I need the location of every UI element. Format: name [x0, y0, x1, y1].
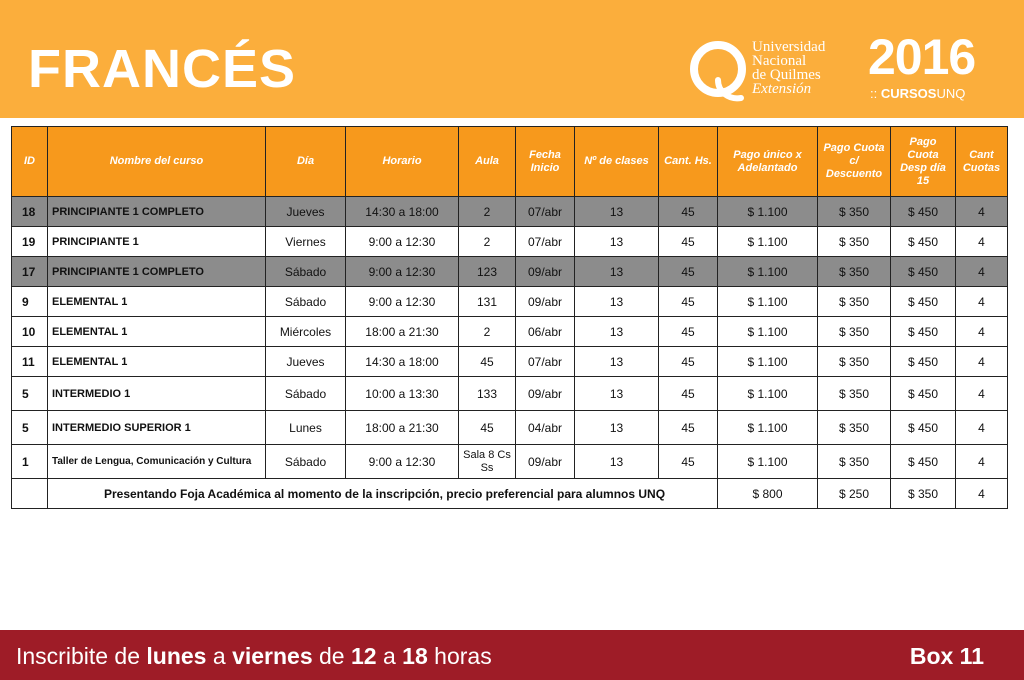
cell-id: 1 [12, 445, 48, 479]
cell-id: 5 [12, 411, 48, 445]
table-row [12, 257, 1008, 287]
cursos-bold: CURSOS [880, 86, 937, 101]
cell-name: PRINCIPIANTE 1 COMPLETO [48, 197, 266, 227]
cell-room: 2 [459, 197, 516, 227]
cell-id: 19 [12, 227, 48, 257]
cell-classes: 13 [575, 317, 659, 347]
col-hours: Cant. Hs. [659, 127, 718, 197]
cell-room: 131 [459, 287, 516, 317]
box-label: Box 11 [909, 643, 984, 669]
cell-room: 2 [459, 227, 516, 257]
cell-single: $ 1.100 [718, 317, 818, 347]
cell-room: 133 [459, 377, 516, 411]
cell-single: $ 1.100 [718, 445, 818, 479]
table-row [12, 411, 1008, 445]
cell-installments: 4 [956, 227, 1008, 257]
cell-time: 9:00 a 12:30 [346, 227, 459, 257]
cell-after15: $ 450 [891, 227, 956, 257]
cell-discount: $ 350 [818, 445, 891, 479]
table-row [12, 287, 1008, 317]
col-day: Día [266, 127, 346, 197]
cell-start: 04/abr [516, 411, 575, 445]
cell-name: PRINCIPIANTE 1 COMPLETO [48, 257, 266, 287]
cell-single: $ 1.100 [718, 197, 818, 227]
note-after15: $ 350 [891, 479, 956, 509]
cell-day: Lunes [266, 411, 346, 445]
cell-classes: 13 [575, 287, 659, 317]
cell-single: $ 1.100 [718, 347, 818, 377]
col-start: Fecha Inicio [516, 127, 575, 197]
cell-day: Sábado [266, 377, 346, 411]
cell-time: 10:00 a 13:30 [346, 377, 459, 411]
table-row [12, 197, 1008, 227]
cell-installments: 4 [956, 411, 1008, 445]
cell-classes: 13 [575, 411, 659, 445]
cell-installments: 4 [956, 287, 1008, 317]
page-title: FRANCÉS [28, 39, 297, 99]
cell-room: 123 [459, 257, 516, 287]
cell-id: 17 [12, 257, 48, 287]
cell-installments: 4 [956, 445, 1008, 479]
table-row [12, 317, 1008, 347]
col-single-payment: Pago único x Adelantado [718, 127, 818, 197]
table-row [12, 227, 1008, 257]
unq-logo-icon [689, 40, 747, 104]
cell-hours: 45 [659, 317, 718, 347]
footer-b2: viernes [232, 643, 313, 669]
cell-id: 5 [12, 377, 48, 411]
cell-start: 09/abr [516, 287, 575, 317]
cell-classes: 13 [575, 445, 659, 479]
note-installments: 4 [956, 479, 1008, 509]
cell-day: Viernes [266, 227, 346, 257]
cell-discount: $ 350 [818, 377, 891, 411]
cell-installments: 4 [956, 317, 1008, 347]
cell-hours: 45 [659, 411, 718, 445]
cell-start: 06/abr [516, 317, 575, 347]
cell-time: 14:30 a 18:00 [346, 347, 459, 377]
cell-time: 18:00 a 21:30 [346, 317, 459, 347]
cell-room: 45 [459, 411, 516, 445]
footer-b1: lunes [146, 643, 207, 669]
cell-start: 09/abr [516, 445, 575, 479]
cell-discount: $ 350 [818, 411, 891, 445]
cell-time: 18:00 a 21:30 [346, 411, 459, 445]
cell-day: Miércoles [266, 317, 346, 347]
col-id: ID [12, 127, 48, 197]
preferential-price-row [12, 479, 1008, 509]
col-room: Aula [459, 127, 516, 197]
cell-name: ELEMENTAL 1 [48, 347, 266, 377]
col-classes: Nº de clases [575, 127, 659, 197]
footer-b4: 18 [402, 643, 428, 669]
cell-installments: 4 [956, 347, 1008, 377]
cell-day: Jueves [266, 197, 346, 227]
cell-id: 9 [12, 287, 48, 317]
cell-installments: 4 [956, 377, 1008, 411]
cell-discount: $ 350 [818, 317, 891, 347]
cell-hours: 45 [659, 227, 718, 257]
cell-installments: 4 [956, 197, 1008, 227]
cell-classes: 13 [575, 257, 659, 287]
cell-name: PRINCIPIANTE 1 [48, 227, 266, 257]
cell-start: 07/abr [516, 197, 575, 227]
col-name: Nombre del curso [48, 127, 266, 197]
cell-id: 18 [12, 197, 48, 227]
cell-name: ELEMENTAL 1 [48, 287, 266, 317]
col-discount-payment: Pago Cuota c/ Descuento [818, 127, 891, 197]
cell-single: $ 1.100 [718, 227, 818, 257]
cell-day: Sábado [266, 287, 346, 317]
cell-classes: 13 [575, 227, 659, 257]
note-discount: $ 250 [818, 479, 891, 509]
cell-time: 9:00 a 12:30 [346, 257, 459, 287]
cursos-suffix: UNQ [936, 86, 966, 101]
cell-name: INTERMEDIO 1 [48, 377, 266, 411]
logo-line-1: Universidad [752, 39, 826, 55]
cell-after15: $ 450 [891, 197, 956, 227]
footer-p5: horas [427, 643, 492, 669]
cursos-prefix: :: [870, 86, 881, 101]
university-name [752, 40, 857, 96]
cell-after15: $ 450 [891, 317, 956, 347]
footer-p4: a [376, 643, 403, 669]
cell-hours: 45 [659, 377, 718, 411]
cell-name: INTERMEDIO SUPERIOR 1 [48, 411, 266, 445]
cell-room: Sala 8 Cs Ss [459, 445, 516, 479]
cell-after15: $ 450 [891, 445, 956, 479]
cell-hours: 45 [659, 445, 718, 479]
cell-discount: $ 350 [818, 257, 891, 287]
table-row [12, 377, 1008, 411]
cell-single: $ 1.100 [718, 287, 818, 317]
cell-time: 14:30 a 18:00 [346, 197, 459, 227]
cell-discount: $ 350 [818, 197, 891, 227]
cell-classes: 13 [575, 377, 659, 411]
cell-hours: 45 [659, 347, 718, 377]
footer-p2: a [206, 643, 233, 669]
table-header-row [12, 127, 1008, 197]
cell-single: $ 1.100 [718, 257, 818, 287]
header-banner [0, 0, 1024, 118]
cell-time: 9:00 a 12:30 [346, 445, 459, 479]
logo-line-2: Nacional [752, 53, 807, 69]
cell-day: Jueves [266, 347, 346, 377]
year-label: 2016 [868, 29, 976, 85]
cell-id: 10 [12, 317, 48, 347]
cell-start: 07/abr [516, 227, 575, 257]
logo-line-3: de Quilmes [752, 67, 821, 83]
cell-after15: $ 450 [891, 347, 956, 377]
cell-start: 07/abr [516, 347, 575, 377]
cell-classes: 13 [575, 347, 659, 377]
cell-id: 11 [12, 347, 48, 377]
cell-hours: 45 [659, 197, 718, 227]
cursos-unq-label [870, 86, 965, 101]
cell-discount: $ 350 [818, 287, 891, 317]
cell-after15: $ 450 [891, 257, 956, 287]
cell-room: 2 [459, 317, 516, 347]
cell-after15: $ 450 [891, 411, 956, 445]
cell-time: 9:00 a 12:30 [346, 287, 459, 317]
cell-name: ELEMENTAL 1 [48, 317, 266, 347]
cell-discount: $ 350 [818, 227, 891, 257]
cell-day: Sábado [266, 257, 346, 287]
table-row [12, 445, 1008, 479]
cell-discount: $ 350 [818, 347, 891, 377]
cell-start: 09/abr [516, 377, 575, 411]
table-row [12, 347, 1008, 377]
registration-hours [16, 643, 492, 670]
cell-after15: $ 450 [891, 377, 956, 411]
cell-name: Taller de Lengua, Comunicación y Cultura [48, 445, 266, 479]
preferential-note: Presentando Foja Académica al momento de la inscripción, precio preferencial para alumnos UNQ [48, 479, 718, 509]
cell-after15: $ 450 [891, 287, 956, 317]
footer-b3: 12 [351, 643, 377, 669]
cell-single: $ 1.100 [718, 377, 818, 411]
footer-banner [0, 630, 1024, 680]
note-single: $ 800 [718, 479, 818, 509]
col-time: Horario [346, 127, 459, 197]
cell-hours: 45 [659, 287, 718, 317]
cell-room: 45 [459, 347, 516, 377]
cell-hours: 45 [659, 257, 718, 287]
cell-classes: 13 [575, 197, 659, 227]
col-installments: Cant Cuotas [956, 127, 1008, 197]
col-after15-payment: Pago Cuota Desp día 15 [891, 127, 956, 197]
footer-p3: de [312, 643, 351, 669]
cell-installments: 4 [956, 257, 1008, 287]
footer-p1: Inscribite de [16, 643, 147, 669]
cell-day: Sábado [266, 445, 346, 479]
cell-single: $ 1.100 [718, 411, 818, 445]
cell-empty [12, 479, 48, 509]
cell-start: 09/abr [516, 257, 575, 287]
courses-table [11, 126, 1008, 509]
logo-line-4: Extensión [752, 81, 812, 97]
